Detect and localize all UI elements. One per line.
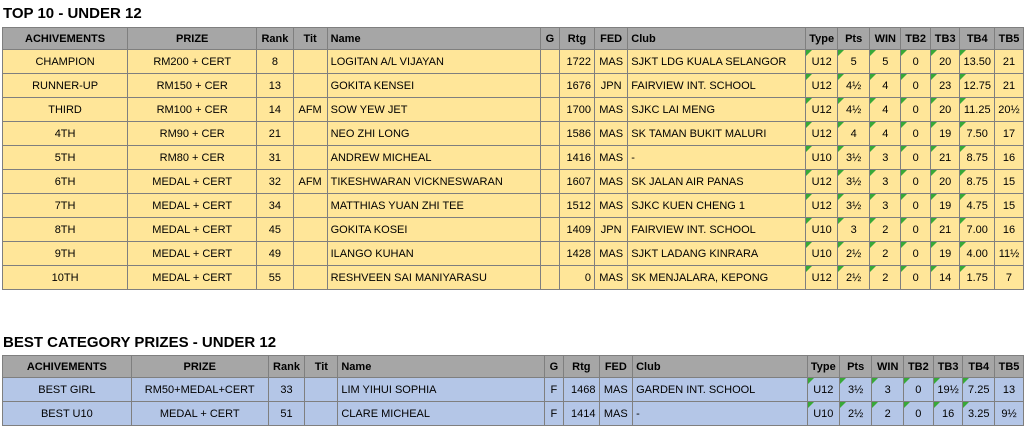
cell-club: SJKT LADANG KINRARA [628, 242, 806, 266]
cell-gender [540, 98, 559, 122]
category-header-fed: FED [599, 356, 633, 378]
cell-points: 2½ [838, 266, 870, 290]
top10-header-club: Club [628, 28, 806, 50]
cell-prize: RM200 + CERT [128, 50, 257, 74]
top10-header-achievement: ACHIVEMENTS [3, 28, 128, 50]
cell-wins: 2 [870, 266, 901, 290]
cell-name: LIM YIHUI SOPHIA [338, 378, 544, 402]
cell-club: GARDEN INT. SCHOOL [633, 378, 808, 402]
cell-fed: MAS [594, 170, 627, 194]
cell-rating: 1468 [564, 378, 599, 402]
table-row [3, 50, 1024, 74]
cell-club: FAIRVIEW INT. SCHOOL [628, 218, 806, 242]
cell-fed: MAS [594, 242, 627, 266]
cell-wins: 5 [870, 50, 901, 74]
cell-tb2: 0 [901, 266, 931, 290]
top10-header-points: Pts [838, 28, 870, 50]
cell-tb3: 16 [933, 402, 963, 426]
top10-header-title: Tit [293, 28, 327, 50]
cell-tb3: 21 [930, 146, 960, 170]
cell-title [293, 194, 327, 218]
cell-prize: MEDAL + CERT [128, 266, 257, 290]
cell-points: 3½ [838, 146, 870, 170]
cell-points: 3½ [838, 194, 870, 218]
cell-rating: 0 [559, 266, 594, 290]
cell-rank: 14 [257, 98, 293, 122]
cell-tb2: 0 [901, 218, 931, 242]
cell-gender [540, 146, 559, 170]
cell-tb4: 7.00 [960, 218, 995, 242]
cell-tb3: 14 [930, 266, 960, 290]
cell-fed: MAS [599, 378, 633, 402]
cell-tb4: 8.75 [960, 170, 995, 194]
cell-rank: 32 [257, 170, 293, 194]
cell-type: U10 [806, 218, 838, 242]
cell-name: CLARE MICHEAL [338, 402, 544, 426]
cell-type: U12 [806, 98, 838, 122]
top10-header-prize: PRIZE [128, 28, 257, 50]
cell-title [293, 146, 327, 170]
cell-prize: RM50+MEDAL+CERT [131, 378, 268, 402]
cell-club: SJKC KUEN CHENG 1 [628, 194, 806, 218]
cell-tb4: 13.50 [960, 50, 995, 74]
cell-club: SK JALAN AIR PANAS [628, 170, 806, 194]
cell-tb5: 21 [994, 74, 1023, 98]
table-row [3, 146, 1024, 170]
cell-tb5: 7 [994, 266, 1023, 290]
cell-rank: 45 [257, 218, 293, 242]
cell-club: - [628, 146, 806, 170]
cell-prize: RM90 + CER [128, 122, 257, 146]
cell-tb4: 3.25 [963, 402, 995, 426]
cell-wins: 3 [872, 378, 904, 402]
cell-gender: F [544, 402, 563, 426]
cell-prize: RM80 + CER [128, 146, 257, 170]
table-row [3, 378, 1024, 402]
cell-club: SK MENJALARA, KEPONG [628, 266, 806, 290]
cell-title [293, 122, 327, 146]
cell-gender [540, 170, 559, 194]
cell-fed: MAS [594, 266, 627, 290]
cell-name: GOKITA KOSEI [327, 218, 540, 242]
table-row [3, 218, 1024, 242]
top10-header-gender: G [540, 28, 559, 50]
cell-name: NEO ZHI LONG [327, 122, 540, 146]
cell-fed: MAS [594, 194, 627, 218]
cell-tb5: 16 [994, 218, 1023, 242]
cell-title: AFM [293, 170, 327, 194]
cell-prize: MEDAL + CERT [128, 218, 257, 242]
category-header-club: Club [633, 356, 808, 378]
cell-tb3: 20 [930, 98, 960, 122]
cell-tb3: 19 [930, 194, 960, 218]
cell-gender [540, 218, 559, 242]
cell-wins: 4 [870, 122, 901, 146]
cell-rank: 33 [268, 378, 305, 402]
cell-tb4: 8.75 [960, 146, 995, 170]
cell-prize: MEDAL + CERT [128, 170, 257, 194]
cell-name: TIKESHWARAN VICKNESWARAN [327, 170, 540, 194]
cell-tb5: 13 [995, 378, 1024, 402]
section-title-top10: TOP 10 - UNDER 12 [3, 5, 142, 22]
cell-tb5: 9½ [995, 402, 1024, 426]
category-header-tb5: TB5 [995, 356, 1024, 378]
cell-tb2: 0 [901, 74, 931, 98]
cell-type: U10 [806, 242, 838, 266]
cell-achievement: CHAMPION [3, 50, 128, 74]
cell-tb5: 15 [994, 170, 1023, 194]
top10-header-rank: Rank [257, 28, 293, 50]
table-row [3, 122, 1024, 146]
top10-header-name: Name [327, 28, 540, 50]
cell-type: U12 [806, 74, 838, 98]
cell-name: ANDREW MICHEAL [327, 146, 540, 170]
cell-title: AFM [293, 98, 327, 122]
cell-tb3: 23 [930, 74, 960, 98]
cell-club: SJKC LAI MENG [628, 98, 806, 122]
cell-rank: 31 [257, 146, 293, 170]
category-header-tb2: TB2 [904, 356, 934, 378]
cell-fed: JPN [594, 218, 627, 242]
cell-achievement: 8TH [3, 218, 128, 242]
cell-tb3: 19 [930, 242, 960, 266]
cell-type: U12 [807, 378, 839, 402]
top10-table [2, 27, 1024, 290]
cell-wins: 3 [870, 146, 901, 170]
cell-club: - [633, 402, 808, 426]
cell-title [305, 402, 338, 426]
cell-gender [540, 50, 559, 74]
cell-tb5: 17 [994, 122, 1023, 146]
cell-gender: F [544, 378, 563, 402]
category-header-title: Tit [305, 356, 338, 378]
table-row [3, 194, 1024, 218]
cell-name: MATTHIAS YUAN ZHI TEE [327, 194, 540, 218]
cell-tb5: 20½ [994, 98, 1023, 122]
cell-tb2: 0 [901, 170, 931, 194]
category-header-rating: Rtg [564, 356, 599, 378]
cell-tb4: 7.25 [963, 378, 995, 402]
cell-points: 4½ [838, 98, 870, 122]
cell-name: LOGITAN A/L VIJAYAN [327, 50, 540, 74]
cell-wins: 4 [870, 74, 901, 98]
cell-fed: MAS [594, 98, 627, 122]
cell-tb2: 0 [901, 242, 931, 266]
cell-club: SJKT LDG KUALA SELANGOR [628, 50, 806, 74]
top10-header-type: Type [806, 28, 838, 50]
cell-tb4: 12.75 [960, 74, 995, 98]
cell-points: 3½ [839, 378, 872, 402]
cell-rating: 1607 [559, 170, 594, 194]
cell-type: U12 [806, 194, 838, 218]
cell-tb4: 4.75 [960, 194, 995, 218]
cell-tb3: 21 [930, 218, 960, 242]
cell-wins: 2 [870, 242, 901, 266]
cell-wins: 2 [870, 218, 901, 242]
cell-achievement: 6TH [3, 170, 128, 194]
best-category-header-row [3, 356, 1024, 378]
cell-title [293, 50, 327, 74]
cell-tb5: 21 [994, 50, 1023, 74]
cell-points: 5 [838, 50, 870, 74]
cell-points: 2½ [838, 242, 870, 266]
table-row [3, 170, 1024, 194]
cell-tb2: 0 [901, 98, 931, 122]
cell-tb4: 1.75 [960, 266, 995, 290]
cell-rating: 1676 [559, 74, 594, 98]
top10-header-tb2: TB2 [901, 28, 931, 50]
cell-tb3: 20 [930, 170, 960, 194]
cell-achievement: THIRD [3, 98, 128, 122]
table-row [3, 266, 1024, 290]
cell-wins: 4 [870, 98, 901, 122]
cell-prize: RM100 + CER [128, 98, 257, 122]
cell-fed: MAS [594, 146, 627, 170]
cell-name: GOKITA KENSEI [327, 74, 540, 98]
cell-title [293, 74, 327, 98]
section-title-best-category: BEST CATEGORY PRIZES - UNDER 12 [3, 334, 277, 351]
cell-achievement: 9TH [3, 242, 128, 266]
cell-gender [540, 122, 559, 146]
cell-tb2: 0 [901, 146, 931, 170]
cell-achievement: RUNNER-UP [3, 74, 128, 98]
cell-achievement: 10TH [3, 266, 128, 290]
cell-title [305, 378, 338, 402]
cell-prize: RM150 + CER [128, 74, 257, 98]
cell-rating: 1428 [559, 242, 594, 266]
cell-tb4: 7.50 [960, 122, 995, 146]
top10-header-wins: WIN [870, 28, 901, 50]
cell-achievement: 7TH [3, 194, 128, 218]
category-header-gender: G [544, 356, 563, 378]
cell-type: U12 [806, 50, 838, 74]
cell-points: 4½ [838, 74, 870, 98]
cell-fed: JPN [594, 74, 627, 98]
cell-rating: 1414 [564, 402, 599, 426]
cell-title [293, 218, 327, 242]
cell-rating: 1586 [559, 122, 594, 146]
top10-header-tb3: TB3 [930, 28, 960, 50]
cell-fed: MAS [594, 50, 627, 74]
cell-rating: 1722 [559, 50, 594, 74]
cell-rank: 34 [257, 194, 293, 218]
cell-gender [540, 266, 559, 290]
table-row [3, 74, 1024, 98]
cell-wins: 3 [870, 194, 901, 218]
cell-prize: MEDAL + CERT [128, 242, 257, 266]
category-header-type: Type [807, 356, 839, 378]
cell-tb2: 0 [904, 378, 934, 402]
cell-achievement: BEST U10 [3, 402, 132, 426]
category-header-achievement: ACHIVEMENTS [3, 356, 132, 378]
cell-tb3: 19½ [933, 378, 963, 402]
category-header-wins: WIN [872, 356, 904, 378]
cell-gender [540, 194, 559, 218]
cell-rank: 8 [257, 50, 293, 74]
cell-achievement: BEST GIRL [3, 378, 132, 402]
category-header-tb3: TB3 [933, 356, 963, 378]
cell-wins: 2 [872, 402, 904, 426]
cell-fed: MAS [599, 402, 633, 426]
cell-tb4: 11.25 [960, 98, 995, 122]
cell-rank: 51 [268, 402, 305, 426]
cell-tb5: 15 [994, 194, 1023, 218]
cell-gender [540, 74, 559, 98]
cell-type: U12 [806, 122, 838, 146]
cell-rating: 1409 [559, 218, 594, 242]
top10-header-rating: Rtg [559, 28, 594, 50]
best-category-table [2, 355, 1024, 426]
cell-achievement: 5TH [3, 146, 128, 170]
category-header-rank: Rank [268, 356, 305, 378]
category-header-tb4: TB4 [963, 356, 995, 378]
top10-header-fed: FED [594, 28, 627, 50]
cell-rating: 1416 [559, 146, 594, 170]
category-header-points: Pts [839, 356, 872, 378]
cell-tb2: 0 [904, 402, 934, 426]
cell-type: U10 [806, 146, 838, 170]
cell-title [293, 242, 327, 266]
cell-tb2: 0 [901, 122, 931, 146]
cell-name: ILANGO KUHAN [327, 242, 540, 266]
cell-rank: 55 [257, 266, 293, 290]
cell-club: FAIRVIEW INT. SCHOOL [628, 74, 806, 98]
table-row [3, 242, 1024, 266]
cell-points: 4 [838, 122, 870, 146]
cell-tb4: 4.00 [960, 242, 995, 266]
cell-rating: 1700 [559, 98, 594, 122]
cell-gender [540, 242, 559, 266]
cell-points: 3½ [838, 170, 870, 194]
cell-name: RESHVEEN SAI MANIYARASU [327, 266, 540, 290]
cell-fed: MAS [594, 122, 627, 146]
cell-tb3: 19 [930, 122, 960, 146]
cell-tb2: 0 [901, 194, 931, 218]
cell-tb5: 11½ [994, 242, 1023, 266]
cell-type: U12 [806, 266, 838, 290]
cell-rank: 21 [257, 122, 293, 146]
cell-points: 2½ [839, 402, 872, 426]
cell-club: SK TAMAN BUKIT MALURI [628, 122, 806, 146]
cell-prize: MEDAL + CERT [128, 194, 257, 218]
cell-name: SOW YEW JET [327, 98, 540, 122]
cell-points: 3 [838, 218, 870, 242]
category-header-prize: PRIZE [131, 356, 268, 378]
category-header-name: Name [338, 356, 544, 378]
cell-prize: MEDAL + CERT [131, 402, 268, 426]
table-row [3, 98, 1024, 122]
top10-header-row [3, 28, 1024, 50]
cell-rank: 13 [257, 74, 293, 98]
cell-rank: 49 [257, 242, 293, 266]
top10-header-tb5: TB5 [994, 28, 1023, 50]
top10-header-tb4: TB4 [960, 28, 995, 50]
cell-title [293, 266, 327, 290]
cell-type: U12 [806, 170, 838, 194]
table-row [3, 402, 1024, 426]
cell-rating: 1512 [559, 194, 594, 218]
cell-wins: 3 [870, 170, 901, 194]
cell-achievement: 4TH [3, 122, 128, 146]
cell-tb5: 16 [994, 146, 1023, 170]
cell-type: U10 [807, 402, 839, 426]
cell-tb3: 20 [930, 50, 960, 74]
cell-tb2: 0 [901, 50, 931, 74]
